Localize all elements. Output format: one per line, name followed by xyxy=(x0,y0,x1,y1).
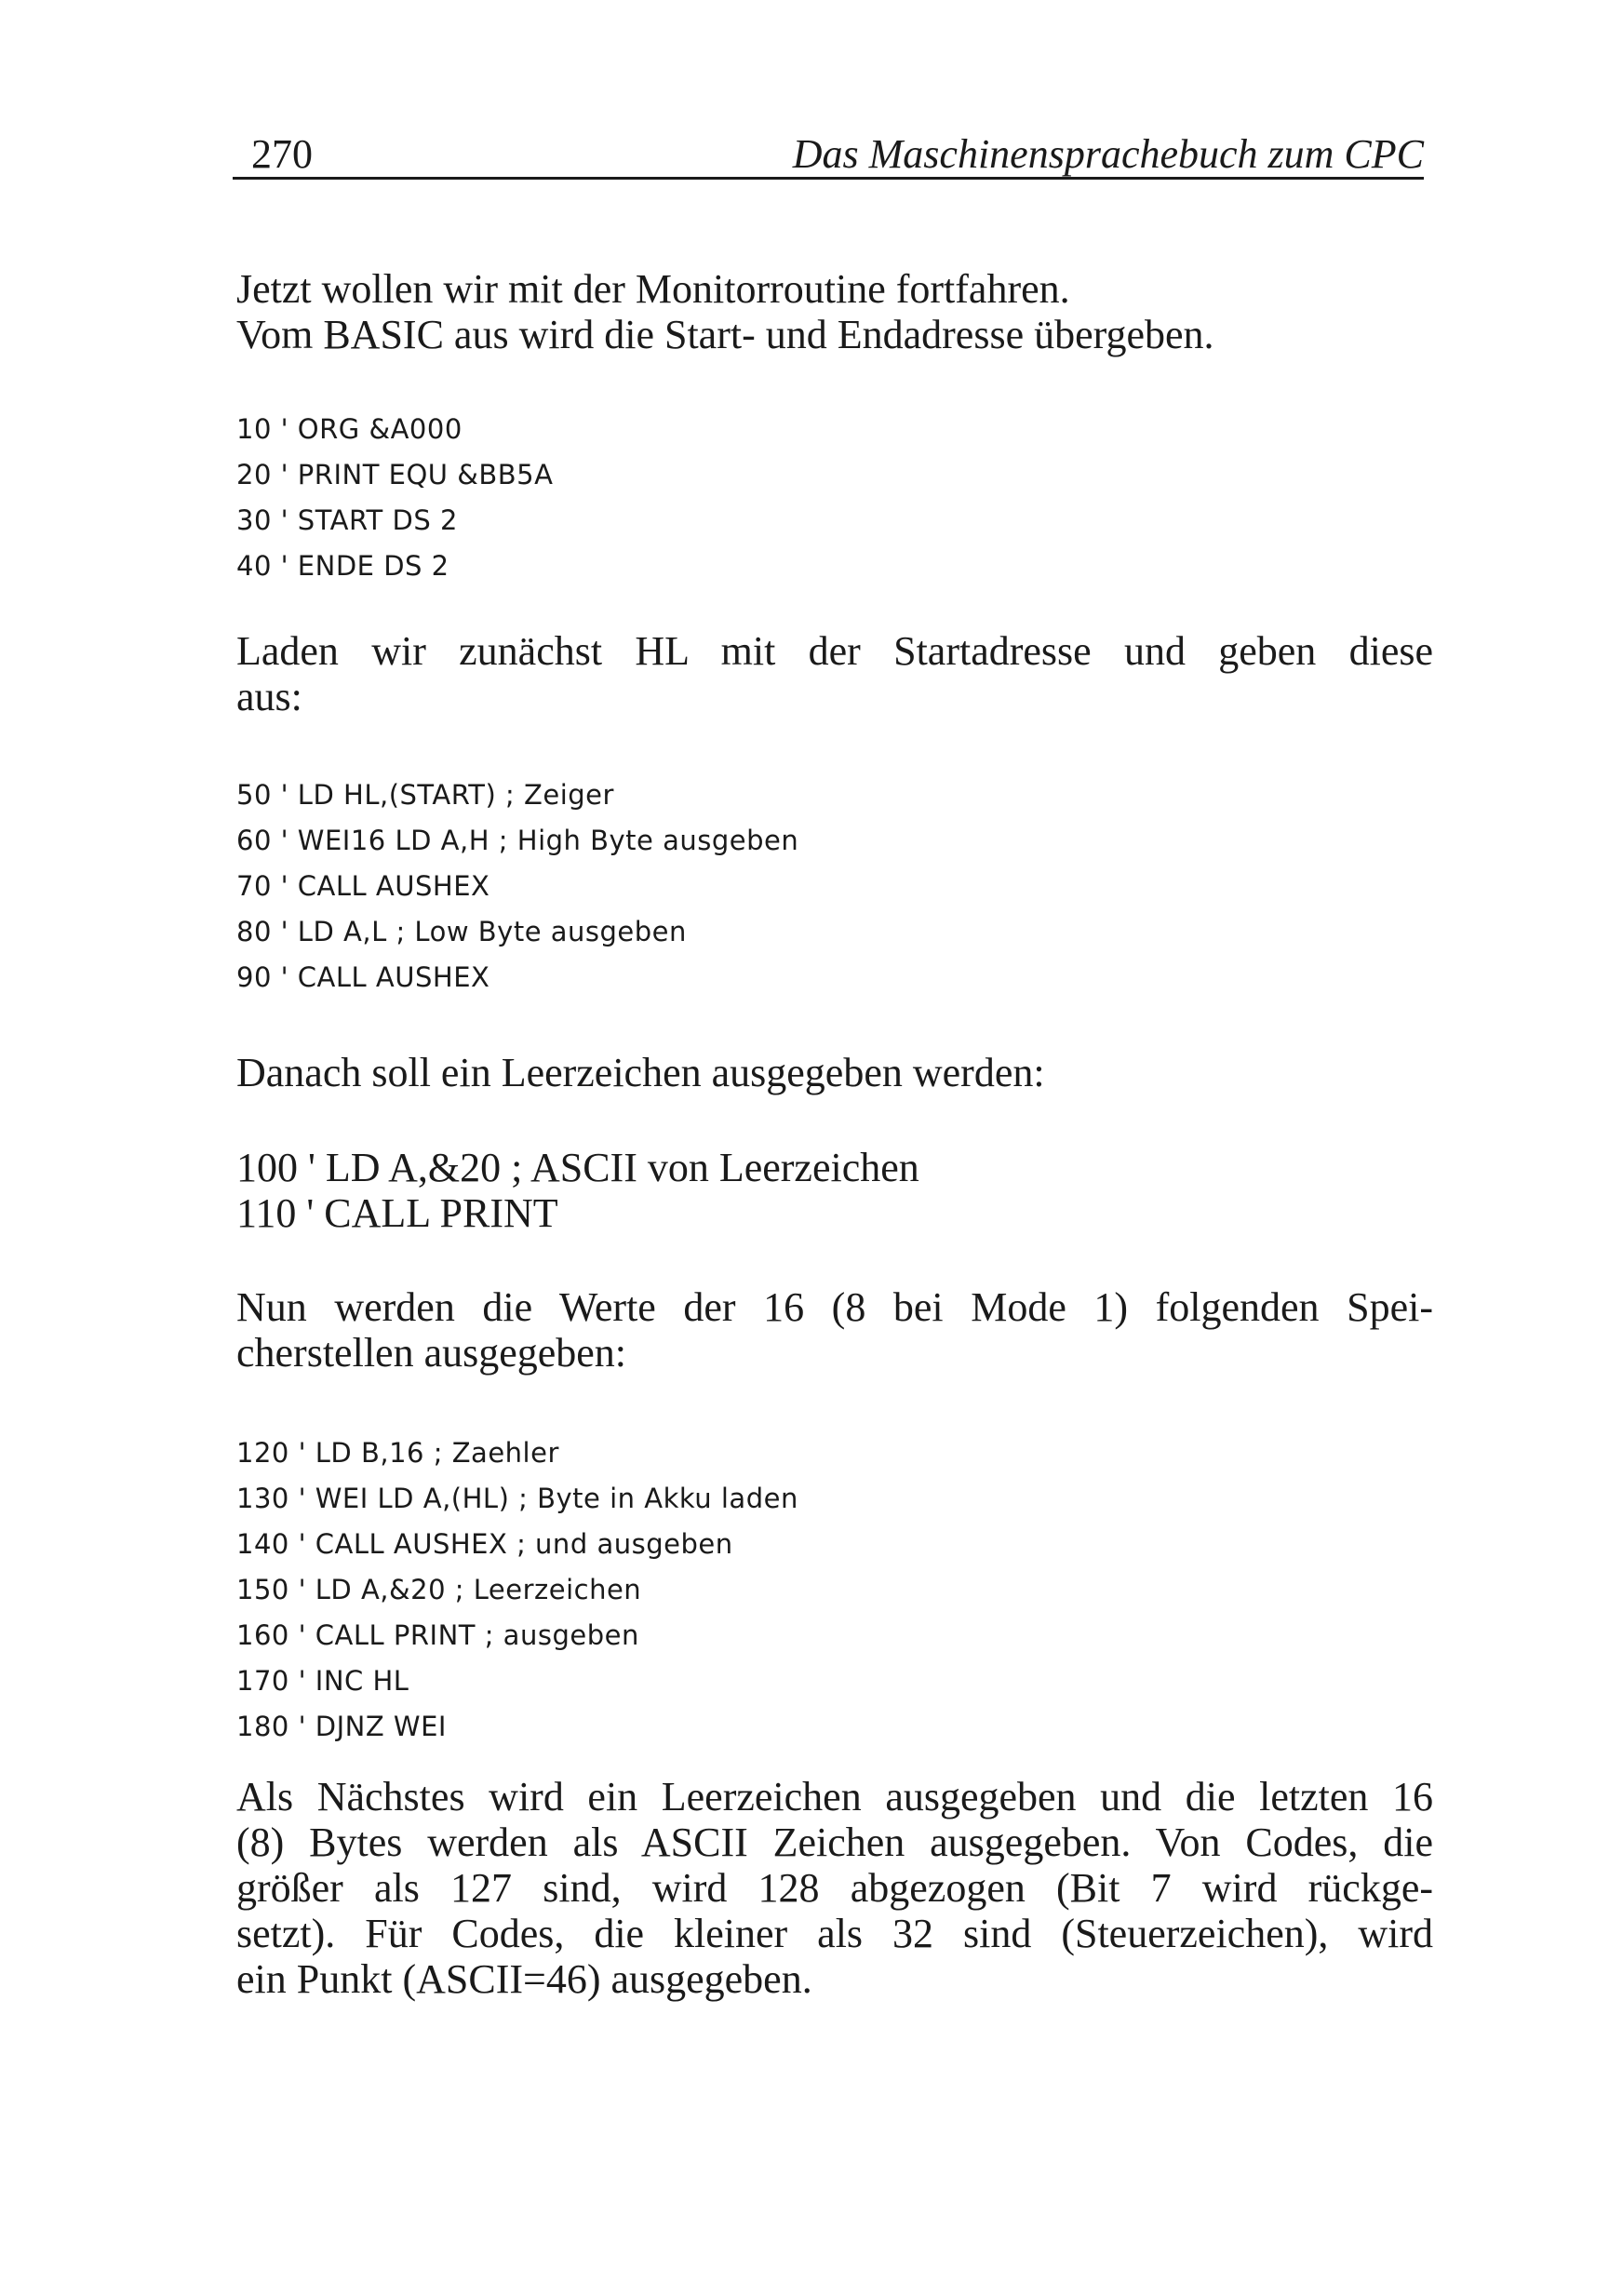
text-line: Nun werden die Werte der 16 (8 bei Mode 1) folgenden Spei- xyxy=(236,1284,1433,1330)
intro-paragraph xyxy=(236,266,1433,357)
text-line: aus: xyxy=(236,674,302,719)
code-line: 130 ' WEI LD A,(HL) ; Byte in Akku laden xyxy=(236,1483,798,1514)
page-header xyxy=(233,119,1424,180)
page-number: 270 xyxy=(251,131,313,177)
paragraph-ascii-output xyxy=(236,1774,1433,2002)
text-line: Laden wir zunächst HL mit der Startadresse und geben diese xyxy=(236,628,1433,674)
code-line: 70 ' CALL AUSHEX xyxy=(236,870,490,902)
text-line: Jetzt wollen wir mit der Monitorroutine fortfahren. xyxy=(236,266,1070,312)
text-line: (8) Bytes werden als ASCII Zeichen ausgegeben. Von Codes, die xyxy=(236,1819,1433,1865)
code-line: 60 ' WEI16 LD A,H ; High Byte ausgeben xyxy=(236,825,799,856)
code-line: 80 ' LD A,L ; Low Byte ausgeben xyxy=(236,916,687,947)
text-line: Vom BASIC aus wird die Start- und Endadresse übergeben. xyxy=(236,312,1214,357)
code-line: 50 ' LD HL,(START) ; Zeiger xyxy=(236,779,614,811)
code-line: 150 ' LD A,&20 ; Leerzeichen xyxy=(236,1574,642,1605)
code-listing-space-print xyxy=(236,1145,1433,1236)
text-line: ein Punkt (ASCII=46) ausgegeben. xyxy=(236,1956,812,2002)
text-line: Als Nächstes wird ein Leerzeichen ausgegeben und die letzten 16 xyxy=(236,1774,1433,1819)
code-line: 100 ' LD A,&20 ; ASCII von Leerzeichen xyxy=(236,1145,919,1190)
code-line: 140 ' CALL AUSHEX ; und ausgeben xyxy=(236,1528,733,1560)
code-line: 40 ' ENDE DS 2 xyxy=(236,550,449,582)
text-line: setzt). Für Codes, die kleiner als 32 sind (Steuerzeichen), wird xyxy=(236,1911,1433,1956)
running-title: Das Maschinensprachebuch zum CPC xyxy=(792,131,1424,177)
code-line: 10 ' ORG &A000 xyxy=(236,413,463,445)
code-line: 170 ' INC HL xyxy=(236,1665,409,1697)
code-line: 20 ' PRINT EQU &BB5A xyxy=(236,459,554,490)
code-listing-byte-loop xyxy=(236,1430,798,1750)
code-listing-declarations xyxy=(236,407,553,589)
text-line: größer als 127 sind, wird 128 abgezogen (Bit 7 wird rückge- xyxy=(236,1865,1433,1911)
text-line: Danach soll ein Leerzeichen ausgegeben werden: xyxy=(236,1050,1045,1095)
code-line: 30 ' START DS 2 xyxy=(236,504,458,536)
code-line: 90 ' CALL AUSHEX xyxy=(236,961,490,993)
code-listing-address-output xyxy=(236,772,798,1000)
code-line: 160 ' CALL PRINT ; ausgeben xyxy=(236,1619,639,1651)
code-line: 180 ' DJNZ WEI xyxy=(236,1711,447,1742)
text-line: cherstellen ausgegeben: xyxy=(236,1330,627,1376)
paragraph-load-hl xyxy=(236,628,1433,719)
code-line: 110 ' CALL PRINT xyxy=(236,1190,558,1236)
paragraph-memory-values xyxy=(236,1284,1433,1376)
code-line: 120 ' LD B,16 ; Zaehler xyxy=(236,1437,559,1469)
paragraph-space xyxy=(236,1050,1433,1095)
